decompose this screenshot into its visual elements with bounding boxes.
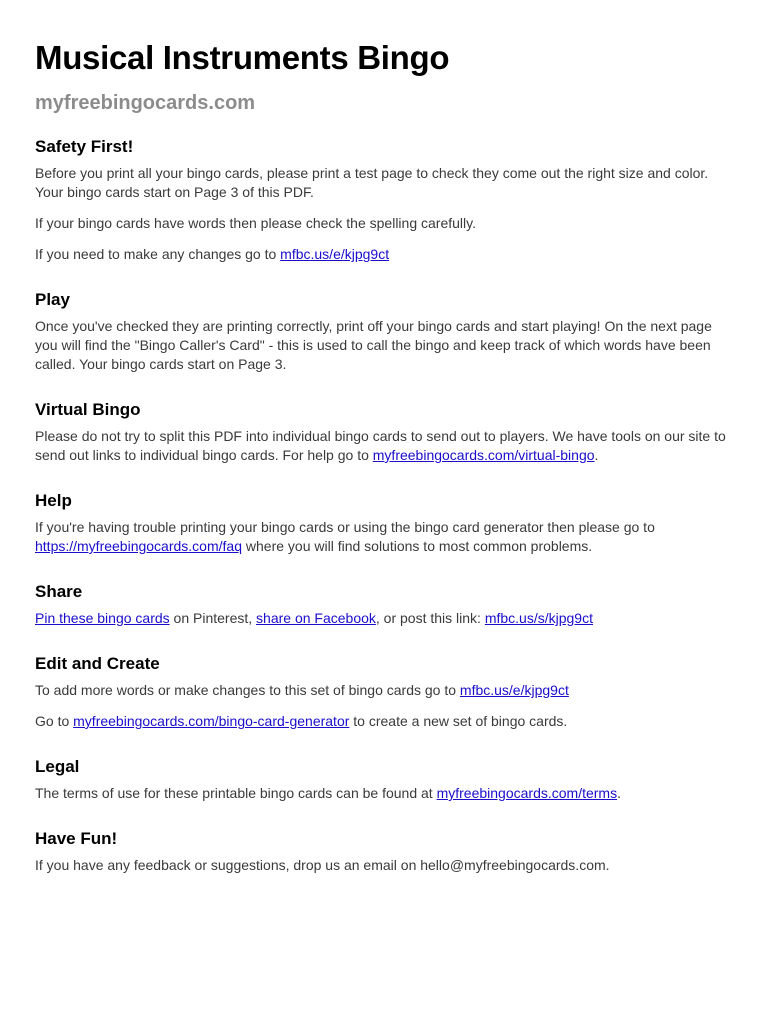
paragraph: If your bingo cards have words then please check the spelling carefully. xyxy=(35,215,476,231)
paragraph: Once you've checked they are printing correctly, print off your bingo cards and start playing! On the next page you will find the "Bingo Caller's Card" - this is used to call the bingo and keep track of which words have been called. Your bingo cards start on Page 3. xyxy=(35,318,712,372)
paragraph xyxy=(35,784,734,803)
section-heading: Play xyxy=(35,290,70,309)
section-heading: Help xyxy=(35,491,72,510)
paragraph: If you have any feedback or suggestions, drop us an email on hello@myfreebingocards.com. xyxy=(35,857,610,873)
pinterest-link[interactable]: Pin these bingo cards xyxy=(35,610,170,626)
section-safety-first xyxy=(35,136,734,264)
paragraph xyxy=(35,609,734,628)
paragraph-text: , or post this link: xyxy=(375,610,485,626)
paragraph xyxy=(35,712,734,731)
paragraph-text: If you're having trouble printing your bingo cards or using the bingo card generator then please go to xyxy=(35,519,655,535)
paragraph: Before you print all your bingo cards, please print a test page to check they come out the right size and color. Your bingo cards start on Page 3 of this PDF. xyxy=(35,165,709,200)
section-heading: Have Fun! xyxy=(35,829,118,848)
section-edit-and-create xyxy=(35,653,734,731)
section-play xyxy=(35,289,734,374)
section-legal xyxy=(35,756,734,803)
edit-link[interactable]: mfbc.us/e/kjpg9ct xyxy=(459,682,569,698)
facebook-share-link[interactable]: share on Facebook xyxy=(256,610,376,626)
paragraph xyxy=(35,245,734,264)
paragraph-text: where you will find solutions to most common problems. xyxy=(242,538,593,554)
paragraph-text: on Pinterest, xyxy=(169,610,257,626)
paragraph-text: To add more words or make changes to this set of bingo cards go to xyxy=(35,682,460,698)
terms-link[interactable]: myfreebingocards.com/terms xyxy=(436,785,618,801)
section-heading: Safety First! xyxy=(35,137,134,156)
section-virtual-bingo xyxy=(35,399,734,465)
section-heading: Virtual Bingo xyxy=(35,400,141,419)
paragraph-text: The terms of use for these printable bingo cards can be found at xyxy=(35,785,437,801)
paragraph-text: . xyxy=(594,447,599,463)
paragraph-text: If you need to make any changes go to xyxy=(35,246,281,262)
section-have-fun xyxy=(35,828,734,875)
paragraph-text: Please do not try to split this PDF into individual bingo cards to send out to players. We have tools on our site to send out links to individual bingo cards. For help go to xyxy=(35,428,726,463)
virtual-bingo-link[interactable]: myfreebingocards.com/virtual-bingo xyxy=(372,447,595,463)
section-heading: Legal xyxy=(35,757,80,776)
paragraph-text: Go to xyxy=(35,713,74,729)
paragraph xyxy=(35,681,734,700)
section-heading: Edit and Create xyxy=(35,654,160,673)
paragraph-text: . xyxy=(617,785,621,801)
section-share xyxy=(35,581,734,628)
section-heading: Share xyxy=(35,582,83,601)
section-help xyxy=(35,490,734,556)
paragraph xyxy=(35,518,734,556)
edit-link[interactable]: mfbc.us/e/kjpg9ct xyxy=(280,246,390,262)
card-generator-link[interactable]: myfreebingocards.com/bingo-card-generator xyxy=(73,713,350,729)
faq-link[interactable]: https://myfreebingocards.com/faq xyxy=(35,538,242,554)
site-name: myfreebingocards.com xyxy=(35,92,256,114)
paragraph-text: to create a new set of bingo cards. xyxy=(349,713,568,729)
share-short-link[interactable]: mfbc.us/s/kjpg9ct xyxy=(484,610,593,626)
paragraph xyxy=(35,427,734,465)
page-title: Musical Instruments Bingo xyxy=(35,39,450,76)
